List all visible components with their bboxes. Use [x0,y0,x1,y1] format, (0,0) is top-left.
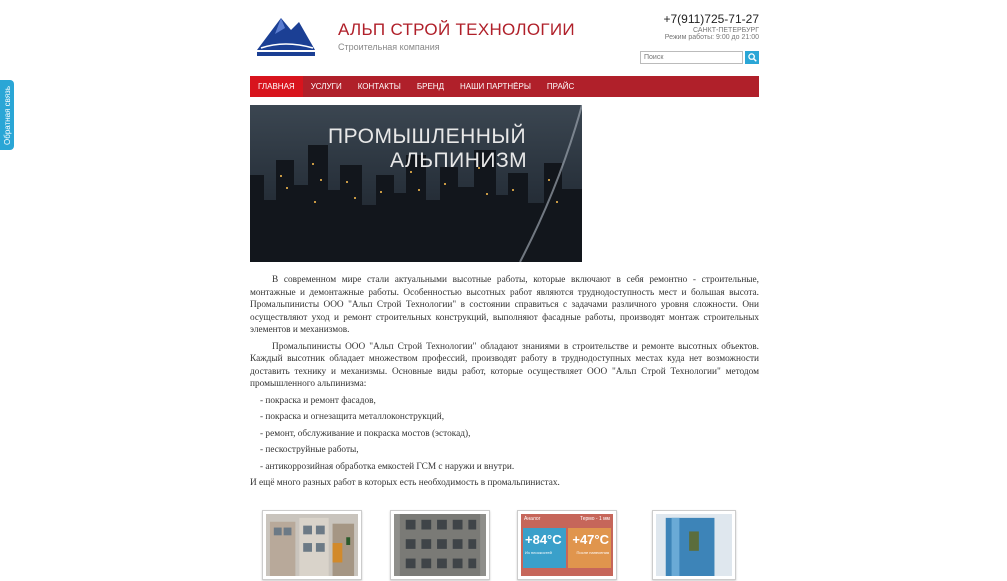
photo-gallery [262,510,752,572]
thermal-caption-left: Из плоскостей [525,550,552,555]
main-menu [250,76,759,97]
company-name: АЛЬП СТРОЙ ТЕХНОЛОГИИ [338,20,575,39]
search-icon [748,53,757,62]
phone-number: +7(911)725-71-27 [663,12,759,26]
menu-item-price[interactable]: ПРАЙС [546,82,575,91]
company-tagline: Строительная компания [338,42,440,52]
menu-item-partners[interactable]: НАШИ ПАРТНЁРЫ [460,82,531,91]
services-paragraph: Промальпинисты ООО "Альп Строй Технологии" обладают знаниями в строительстве и ремонте высотных объектов. Каждый высотник обладает множеством профессий, производят работу в труднодоступных местах куда нет возможности доставить технику и механизмы. Основные виды работ, которые осуществляет ООО "Альп Строй Технологии" методом промышленного альпинизма: [250,341,759,389]
feedback-side-tab-label: Обратная связь [2,85,12,145]
thermal-caption-right: После нанесения [576,550,609,555]
hero-banner [250,105,582,262]
tank-photo [656,514,732,576]
facade-photo [266,514,358,576]
intro-paragraph: В современном мире стали актуальными высотные работы, которые включают в себя ремонтно - строительные, монтажные и демонтажные работы. Особенностью высотных работ являются труднодоступность мест и большая высота. Промальпинисты ООО "Альп Строй Технологии" в состоянии справиться с задачами различного уровня сложности. Они осуществляют уход и ремонт строительных конструкций, выполняют фасадные работы, производят монтаж строительных элементов и механизмов. [250,275,759,335]
building-photo [394,514,486,576]
thermal-comparison-image [521,514,613,576]
contacts-block [663,12,759,41]
menu-item-home[interactable]: ГЛАВНАЯ [250,76,303,97]
thermal-top-right-label: Термо - 1 мм [579,516,610,522]
gallery-thumb-tank[interactable] [652,510,736,580]
gallery-thumb-thermal[interactable] [517,510,617,580]
search-input[interactable] [640,51,743,64]
banner-title [328,125,527,173]
mountain-logo-icon[interactable] [255,12,317,58]
banner-title-line-2: АЛЬПИНИЗМ [390,149,528,172]
city-label: САНКТ-ПЕТЕРБУРГ [693,27,759,34]
main-content [250,274,759,490]
thermal-top-left-label: Аналог [524,516,541,522]
search-button[interactable] [745,51,759,64]
menu-item-brand[interactable]: БРЕНД [416,82,444,91]
gallery-thumb-facade[interactable] [262,510,362,580]
thermal-temp-right: +47°C [572,532,609,547]
menu-item-services[interactable]: УСЛУГИ [310,82,342,91]
feedback-side-tab[interactable] [0,80,14,150]
site-header [250,0,759,76]
working-hours: Режим работы: 9:00 до 21:00 [664,34,759,41]
page-container [250,0,759,555]
list-item: - антикоррозийная обработка емкостей ГСМ с наружи и внутри. [260,461,515,472]
list-item: - пескоструйные работы, [260,445,359,455]
closing-paragraph: И ещё много разных работ в которых есть необходимость в промальпинистах. [250,478,560,488]
list-item: - ремонт, обслуживание и покраска мостов (эстокад), [260,428,471,439]
search-form [640,51,759,64]
gallery-thumb-building[interactable] [390,510,490,580]
menu-item-contacts[interactable]: КОНТАКТЫ [357,82,401,91]
banner-title-line-1: ПРОМЫШЛЕННЫЙ [328,125,527,148]
list-item: - покраска и огнезащита металлоконструкций, [260,412,445,422]
list-item: - покраска и ремонт фасадов, [260,395,376,406]
services-list [250,395,759,474]
thermal-temp-left: +84°C [525,532,562,547]
